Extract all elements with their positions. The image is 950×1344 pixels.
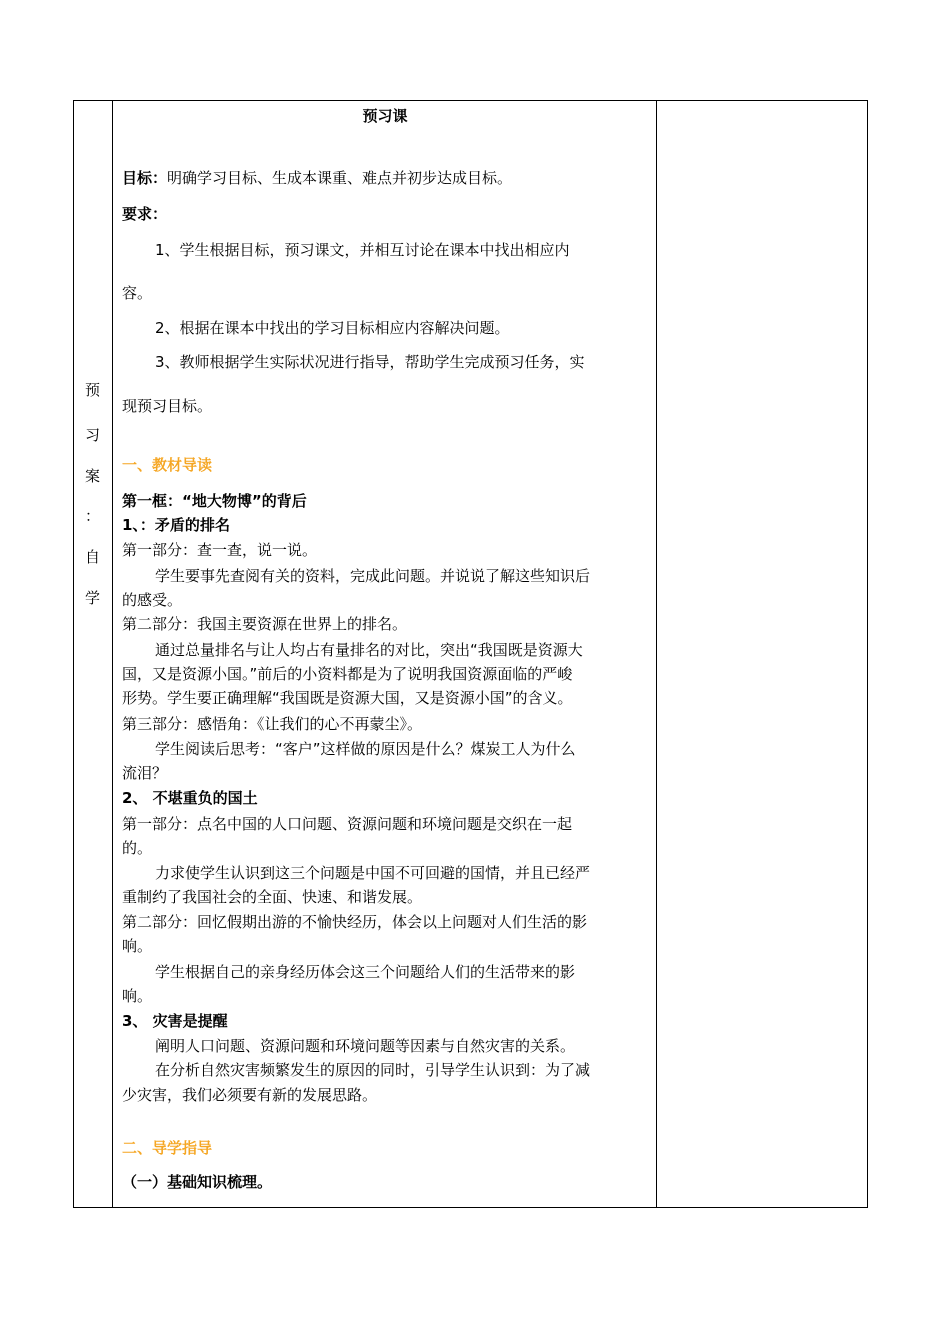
- page-title: 预习课: [362, 107, 408, 125]
- paragraph: 流泪？: [122, 764, 168, 782]
- requirement-1: 1、学生根据目标，预习课文，并相互讨论在课本中找出相应内: [155, 241, 570, 259]
- column-divider-1: [112, 100, 113, 1208]
- goal-line: [122, 168, 512, 188]
- paragraph: 学生阅读后思考：“客户”这样做的原因是什么？煤炭工人为什么: [155, 740, 576, 758]
- requirement-3-cont: 现预习目标。: [122, 397, 213, 415]
- paragraph: 第二部分：回忆假期出游的不愉快经历，体会以上问题对人们生活的影: [122, 913, 588, 931]
- paragraph: 第一部分：查一查，说一说。: [122, 541, 318, 559]
- paragraph: 通过总量排名与让人均占有量排名的对比，突出“我国既是资源大: [155, 641, 583, 659]
- side-label-char: 案: [84, 467, 100, 485]
- paragraph: 在分析自然灾害频繁发生的原因的同时，引导学生认识到：为了减: [155, 1061, 591, 1079]
- requirement-2: 2、根据在课本中找出的学习目标相应内容解决问题。: [155, 319, 510, 337]
- table-top-border: [73, 100, 868, 101]
- requirement-3: 3、教师根据学生实际状况进行指导，帮助学生完成预习任务，实: [155, 353, 585, 371]
- subheading-1: 1、：矛盾的排名: [122, 516, 230, 534]
- paragraph: 重制约了我国社会的全面、快速、和谐发展。: [122, 888, 423, 906]
- paragraph: 响。: [122, 987, 153, 1005]
- side-label-char: 自: [84, 548, 100, 566]
- table-bottom-border: [73, 1207, 868, 1208]
- paragraph: 少灾害，我们必须要有新的发展思路。: [122, 1086, 378, 1104]
- section-heading-2: 二、导学指导: [122, 1139, 213, 1157]
- paragraph: 响。: [122, 937, 153, 955]
- requirement-1-cont: 容。: [122, 284, 153, 302]
- paragraph: 第一部分：点名中国的人口问题、资源问题和环境问题是交织在一起: [122, 815, 573, 833]
- side-label-char: 学: [84, 589, 100, 607]
- paragraph: 第二部分：我国主要资源在世界上的排名。: [122, 615, 408, 633]
- paragraph: 第三部分：感悟角：《让我们的心不再蒙尘》。: [122, 715, 423, 733]
- requirements-label: 要求：: [122, 205, 168, 223]
- paragraph: 力求使学生认识到这三个问题是中国不可回避的国情，并且已经严: [155, 864, 591, 882]
- subheading-3: 3、 灾害是提醒: [122, 1012, 228, 1030]
- frame-heading: 第一框：“地大物博”的背后: [122, 492, 307, 510]
- side-label-char: 习: [84, 426, 100, 444]
- subsection-heading: （一）基础知识梳理。: [122, 1173, 273, 1191]
- paragraph: 的。: [122, 839, 153, 857]
- paragraph: 的感受。: [122, 591, 183, 609]
- column-divider-2: [656, 100, 657, 1208]
- paragraph: 形势。学生要正确理解“我国既是资源大国，又是资源小国”的含义。: [122, 689, 573, 707]
- paragraph: 学生根据自己的亲身经历体会这三个问题给人们的生活带来的影: [155, 963, 576, 981]
- paragraph: 学生要事先查阅有关的资料，完成此问题。并说说了解这些知识后: [155, 567, 591, 585]
- subheading-2: 2、 不堪重负的国土: [122, 789, 258, 807]
- goal-label: 目标：: [122, 169, 168, 187]
- side-label-char: ：: [84, 507, 100, 525]
- paragraph: 阐明人口问题、资源问题和环境问题等因素与自然灾害的关系。: [155, 1037, 576, 1055]
- side-label-char: 预: [84, 381, 100, 399]
- goal-text: 明确学习目标、生成本课重、难点并初步达成目标。: [167, 169, 513, 187]
- paragraph: 国，又是资源小国。”前后的小资料都是为了说明我国资源面临的严峻: [122, 665, 573, 683]
- side-label: [73, 100, 112, 1208]
- table-right-border: [867, 100, 868, 1208]
- section-heading-1: 一、教材导读: [122, 456, 213, 474]
